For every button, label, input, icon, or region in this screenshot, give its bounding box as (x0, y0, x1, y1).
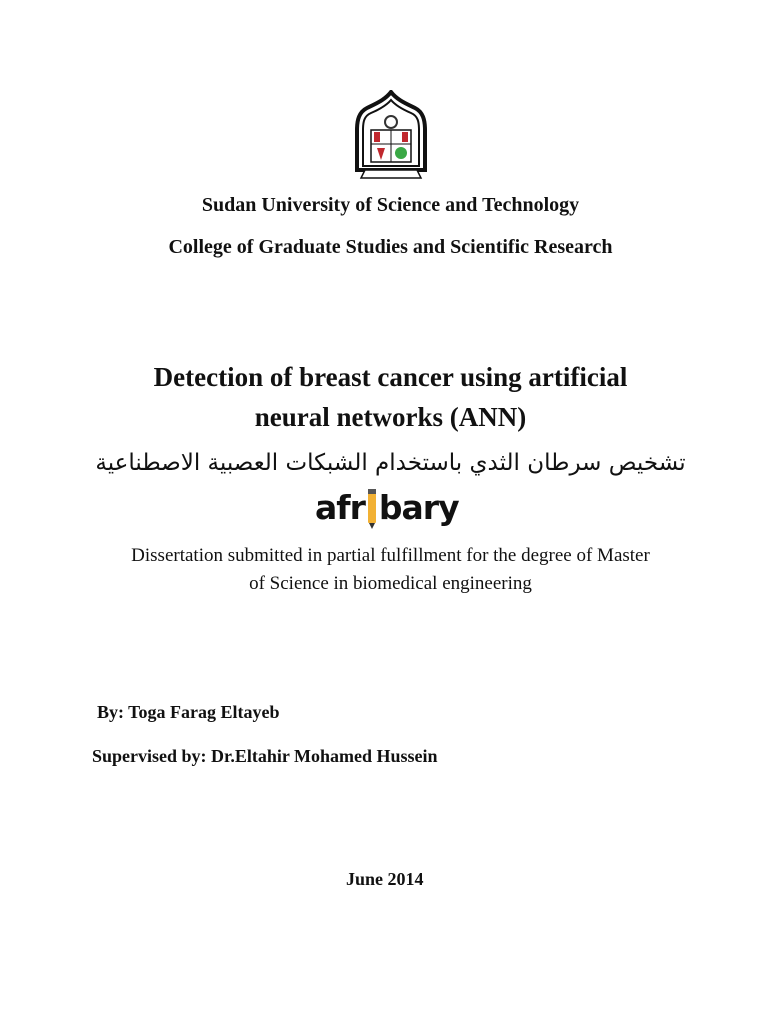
university-name: Sudan University of Science and Technology (201, 194, 580, 216)
pencil-icon (368, 493, 376, 523)
thesis-title-line2: neural networks (ANN) (254, 402, 527, 432)
author: By: Toga Farag Eltayeb (97, 702, 280, 722)
date: June 2014 (346, 869, 424, 889)
thesis-title-arabic: تشخيص سرطان الثدي باستخدام الشبكات العصبية الاصطناعية (95, 450, 686, 476)
supervisor: Supervised by: Dr.Eltahir Mohamed Hussein (92, 746, 438, 766)
thesis-title-line1: Detection of breast cancer using artificial (153, 362, 628, 392)
watermark-text-part2: bary (378, 488, 459, 527)
dissertation-statement-line2: of Science in biomedical engineering (249, 573, 532, 594)
university-crest-logo (353, 90, 429, 182)
watermark-text-part1: afr (315, 488, 365, 527)
afribary-watermark-logo (315, 488, 459, 527)
dissertation-statement-line1: Dissertation submitted in partial fulfillment for the degree of Master (131, 545, 650, 566)
college-name: College of Graduate Studies and Scientific Research (168, 236, 613, 258)
